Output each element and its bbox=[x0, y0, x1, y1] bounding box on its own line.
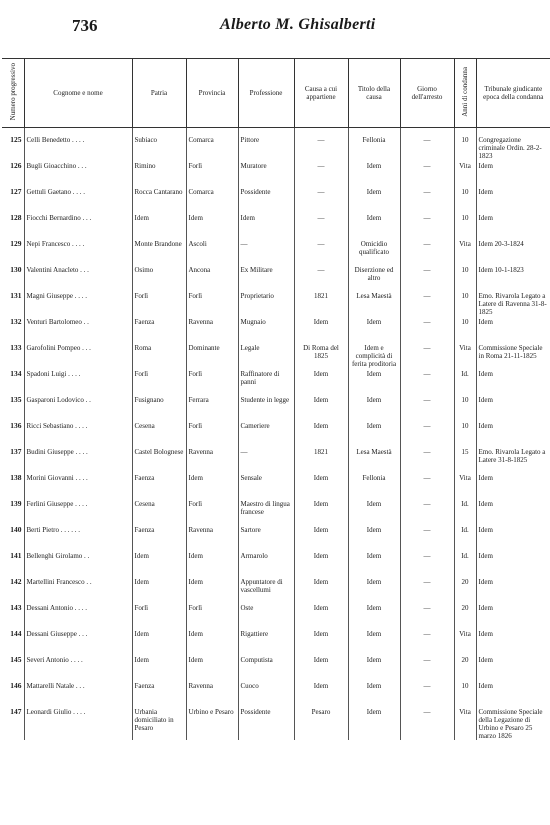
page-number: 736 bbox=[72, 16, 98, 35]
row-tribunale: Idem bbox=[476, 474, 550, 500]
row-professione: — bbox=[238, 240, 294, 266]
row-number: 143 bbox=[10, 604, 22, 612]
row-causa: Idem bbox=[294, 630, 348, 656]
table-row bbox=[2, 630, 550, 656]
row-titolo: Idem bbox=[348, 578, 400, 604]
row-provincia: Ferrara bbox=[186, 396, 238, 422]
row-tribunale: Idem bbox=[476, 396, 550, 422]
table-row bbox=[2, 318, 550, 344]
row-causa: Di Roma del 1825 bbox=[294, 344, 348, 370]
row-professione: Proprietario bbox=[238, 292, 294, 318]
row-tribunale: Idem bbox=[476, 526, 550, 552]
row-provincia: Urbino e Pesaro bbox=[186, 708, 238, 740]
row-professione: Rigattiere bbox=[238, 630, 294, 656]
row-name: Budini Giuseppe . . . . bbox=[24, 448, 132, 474]
row-tribunale: Idem bbox=[476, 214, 550, 240]
row-professione: Sensale bbox=[238, 474, 294, 500]
header-titolo: Titolo della causa bbox=[348, 59, 400, 128]
row-tribunale: Idem bbox=[476, 682, 550, 708]
row-number: 147 bbox=[10, 708, 22, 716]
row-tribunale: Idem bbox=[476, 162, 550, 188]
row-anni: 20 bbox=[454, 578, 476, 604]
row-giorno: — bbox=[400, 240, 454, 266]
row-patria: Fusignano bbox=[132, 396, 186, 422]
row-tribunale: Idem bbox=[476, 188, 550, 214]
row-tribunale: Emo. Rivarola Legato a Latere 31-8-1825 bbox=[476, 448, 550, 474]
row-patria: Faenza bbox=[132, 526, 186, 552]
row-patria: Forlì bbox=[132, 604, 186, 630]
header-tribunale: Tribunale giudicante epoca della condanna bbox=[476, 59, 550, 128]
header-number: Numero progressivo bbox=[2, 59, 24, 128]
row-anni: 20 bbox=[454, 604, 476, 630]
row-provincia: Comarca bbox=[186, 188, 238, 214]
table-row bbox=[2, 266, 550, 292]
row-patria: Castel Bolognese bbox=[132, 448, 186, 474]
row-tribunale: Idem 20-3-1824 bbox=[476, 240, 550, 266]
table-row bbox=[2, 344, 550, 370]
table-row bbox=[2, 474, 550, 500]
row-professione: Sartore bbox=[238, 526, 294, 552]
table-row bbox=[2, 396, 550, 422]
row-giorno: — bbox=[400, 214, 454, 240]
row-number: 146 bbox=[10, 682, 22, 690]
row-patria: Idem bbox=[132, 656, 186, 682]
row-giorno: — bbox=[400, 422, 454, 448]
row-anni: 10 bbox=[454, 214, 476, 240]
row-provincia: Idem bbox=[186, 578, 238, 604]
row-provincia: Forlì bbox=[186, 162, 238, 188]
row-anni: Vita bbox=[454, 474, 476, 500]
row-titolo: Idem bbox=[348, 214, 400, 240]
row-causa: Idem bbox=[294, 656, 348, 682]
table-row bbox=[2, 136, 550, 162]
row-tribunale: Idem bbox=[476, 552, 550, 578]
row-patria: Faenza bbox=[132, 682, 186, 708]
row-professione: Legale bbox=[238, 344, 294, 370]
row-name: Morini Giovanni . . . . bbox=[24, 474, 132, 500]
row-name: Severi Antonio . . . . bbox=[24, 656, 132, 682]
row-name: Celli Benedetto . . . . bbox=[24, 136, 132, 162]
row-titolo: Fellonia bbox=[348, 474, 400, 500]
row-tribunale: Commissione Speciale in Roma 21-11-1825 bbox=[476, 344, 550, 370]
row-tribunale: Commissione Speciale della Legazione di Urbino e Pesaro 25 marzo 1826 bbox=[476, 708, 550, 740]
row-patria: Monte Brandone bbox=[132, 240, 186, 266]
row-provincia: Forlì bbox=[186, 370, 238, 396]
row-number: 128 bbox=[10, 214, 22, 222]
row-anni: 10 bbox=[454, 188, 476, 214]
row-causa: Idem bbox=[294, 422, 348, 448]
row-titolo: Idem bbox=[348, 396, 400, 422]
row-number: 141 bbox=[10, 552, 22, 560]
row-number: 126 bbox=[10, 162, 22, 170]
row-number: 139 bbox=[10, 500, 22, 508]
row-anni: Vita bbox=[454, 708, 476, 740]
row-patria: Idem bbox=[132, 552, 186, 578]
table-body bbox=[2, 128, 550, 741]
row-anni: 10 bbox=[454, 422, 476, 448]
row-titolo: Idem bbox=[348, 526, 400, 552]
row-provincia: Dominante bbox=[186, 344, 238, 370]
row-giorno: — bbox=[400, 370, 454, 396]
row-causa: 1821 bbox=[294, 448, 348, 474]
row-anni: 10 bbox=[454, 292, 476, 318]
row-professione: Ex Militare bbox=[238, 266, 294, 292]
row-provincia: Idem bbox=[186, 656, 238, 682]
table-row bbox=[2, 292, 550, 318]
row-name: Valentini Anacleto . . . bbox=[24, 266, 132, 292]
row-patria: Rocca Cantarano bbox=[132, 188, 186, 214]
row-giorno: — bbox=[400, 448, 454, 474]
row-anni: 10 bbox=[454, 396, 476, 422]
running-head bbox=[0, 16, 550, 38]
row-titolo: Idem bbox=[348, 552, 400, 578]
table-row bbox=[2, 422, 550, 448]
row-giorno: — bbox=[400, 318, 454, 344]
table-spacer bbox=[2, 128, 550, 137]
row-giorno: — bbox=[400, 630, 454, 656]
row-anni: Id. bbox=[454, 500, 476, 526]
row-name: Spadoni Luigi . . . . bbox=[24, 370, 132, 396]
row-giorno: — bbox=[400, 136, 454, 162]
table-row bbox=[2, 370, 550, 396]
row-number: 138 bbox=[10, 474, 22, 482]
row-causa: — bbox=[294, 266, 348, 292]
row-number: 127 bbox=[10, 188, 22, 196]
row-provincia: Ravenna bbox=[186, 448, 238, 474]
table-row bbox=[2, 656, 550, 682]
row-tribunale: Congregazione criminale Ordin. 28-2-1823 bbox=[476, 136, 550, 162]
row-giorno: — bbox=[400, 500, 454, 526]
row-giorno: — bbox=[400, 266, 454, 292]
row-number: 145 bbox=[10, 656, 22, 664]
row-name: Venturi Bartolomeo . . bbox=[24, 318, 132, 344]
row-causa: Idem bbox=[294, 682, 348, 708]
row-anni: 10 bbox=[454, 318, 476, 344]
row-anni: Id. bbox=[454, 552, 476, 578]
row-number: 125 bbox=[10, 136, 22, 144]
row-number: 140 bbox=[10, 526, 22, 534]
row-causa: Idem bbox=[294, 578, 348, 604]
row-name: Ferlini Giuseppe . . . . bbox=[24, 500, 132, 526]
row-professione: Possidente bbox=[238, 708, 294, 740]
row-professione: Oste bbox=[238, 604, 294, 630]
header-anni: Anni di condanna bbox=[454, 59, 476, 128]
row-name: Magni Giuseppe . . . . bbox=[24, 292, 132, 318]
row-name: Fiocchi Bernardino . . . bbox=[24, 214, 132, 240]
row-name: Dessani Giuseppe . . . bbox=[24, 630, 132, 656]
row-giorno: — bbox=[400, 682, 454, 708]
header-patria: Patria bbox=[132, 59, 186, 128]
header-causa: Causa a cui appartiene bbox=[294, 59, 348, 128]
row-anni: Vita bbox=[454, 630, 476, 656]
row-tribunale: Idem bbox=[476, 370, 550, 396]
row-causa: Idem bbox=[294, 604, 348, 630]
row-name: Dessani Antonio . . . . bbox=[24, 604, 132, 630]
row-anni: 15 bbox=[454, 448, 476, 474]
row-professione: Cameriere bbox=[238, 422, 294, 448]
table-row bbox=[2, 526, 550, 552]
row-provincia: Idem bbox=[186, 214, 238, 240]
row-giorno: — bbox=[400, 708, 454, 740]
row-name: Gasparoni Lodovico . . bbox=[24, 396, 132, 422]
row-anni: Id. bbox=[454, 526, 476, 552]
row-causa: Idem bbox=[294, 318, 348, 344]
row-giorno: — bbox=[400, 292, 454, 318]
header-giorno: Giorno dell'arresto bbox=[400, 59, 454, 128]
header-professione: Professione bbox=[238, 59, 294, 128]
table-row bbox=[2, 240, 550, 266]
row-causa: Idem bbox=[294, 396, 348, 422]
table-row bbox=[2, 682, 550, 708]
table-row bbox=[2, 604, 550, 630]
row-tribunale: Idem bbox=[476, 630, 550, 656]
row-titolo: Lesa Maestà bbox=[348, 292, 400, 318]
row-titolo: Omicidio qualificato bbox=[348, 240, 400, 266]
table-row bbox=[2, 214, 550, 240]
row-giorno: — bbox=[400, 474, 454, 500]
row-professione: Idem bbox=[238, 214, 294, 240]
row-titolo: Diserzione ed altro bbox=[348, 266, 400, 292]
row-anni: 10 bbox=[454, 266, 476, 292]
row-causa: Idem bbox=[294, 552, 348, 578]
row-name: Berti Pietro . . . . . . bbox=[24, 526, 132, 552]
row-patria: Cesena bbox=[132, 422, 186, 448]
row-provincia: Forlì bbox=[186, 500, 238, 526]
table-row bbox=[2, 448, 550, 474]
row-titolo: Idem bbox=[348, 708, 400, 740]
row-professione: Computista bbox=[238, 656, 294, 682]
row-anni: Vita bbox=[454, 344, 476, 370]
row-anni: 20 bbox=[454, 656, 476, 682]
row-patria: Forlì bbox=[132, 370, 186, 396]
row-number: 130 bbox=[10, 266, 22, 274]
row-causa: — bbox=[294, 188, 348, 214]
row-number: 144 bbox=[10, 630, 22, 638]
row-patria: Roma bbox=[132, 344, 186, 370]
row-patria: Forlì bbox=[132, 292, 186, 318]
row-name: Bellenghi Girolamo . . bbox=[24, 552, 132, 578]
row-anni: 10 bbox=[454, 682, 476, 708]
row-provincia: Ravenna bbox=[186, 526, 238, 552]
row-giorno: — bbox=[400, 604, 454, 630]
row-titolo: Idem bbox=[348, 500, 400, 526]
row-causa: Idem bbox=[294, 370, 348, 396]
row-causa: — bbox=[294, 162, 348, 188]
row-provincia: Ancona bbox=[186, 266, 238, 292]
row-patria: Faenza bbox=[132, 474, 186, 500]
header-name: Cognome e nome bbox=[24, 59, 132, 128]
row-patria: Subiaco bbox=[132, 136, 186, 162]
row-professione: Appuntatore di vascellumi bbox=[238, 578, 294, 604]
row-giorno: — bbox=[400, 162, 454, 188]
table-row bbox=[2, 578, 550, 604]
row-patria: Rimino bbox=[132, 162, 186, 188]
row-name: Gettuli Gaetano . . . . bbox=[24, 188, 132, 214]
row-titolo: Idem bbox=[348, 682, 400, 708]
table-row bbox=[2, 708, 550, 740]
row-provincia: Comarca bbox=[186, 136, 238, 162]
row-number: 135 bbox=[10, 396, 22, 404]
row-tribunale: Idem bbox=[476, 422, 550, 448]
row-provincia: Idem bbox=[186, 630, 238, 656]
row-professione: Armarolo bbox=[238, 552, 294, 578]
row-provincia: Ravenna bbox=[186, 318, 238, 344]
row-titolo: Fellonia bbox=[348, 136, 400, 162]
row-professione: Pittore bbox=[238, 136, 294, 162]
row-professione: Mugnaio bbox=[238, 318, 294, 344]
row-number: 137 bbox=[10, 448, 22, 456]
row-titolo: Idem bbox=[348, 188, 400, 214]
row-titolo: Idem bbox=[348, 656, 400, 682]
row-titolo: Idem e complicità di ferita proditoria bbox=[348, 344, 400, 370]
row-professione: Possidente bbox=[238, 188, 294, 214]
row-giorno: — bbox=[400, 396, 454, 422]
row-patria: Idem bbox=[132, 630, 186, 656]
row-name: Mattarelli Natale . . . bbox=[24, 682, 132, 708]
row-tribunale: Idem bbox=[476, 500, 550, 526]
row-titolo: Idem bbox=[348, 162, 400, 188]
row-provincia: Forlì bbox=[186, 604, 238, 630]
row-professione: Maestro di lingua francese bbox=[238, 500, 294, 526]
row-anni: Vita bbox=[454, 162, 476, 188]
row-professione: Muratore bbox=[238, 162, 294, 188]
row-causa: Idem bbox=[294, 526, 348, 552]
row-provincia: Idem bbox=[186, 474, 238, 500]
row-number: 136 bbox=[10, 422, 22, 430]
row-patria: Cesena bbox=[132, 500, 186, 526]
row-causa: — bbox=[294, 240, 348, 266]
row-tribunale: Idem bbox=[476, 656, 550, 682]
row-giorno: — bbox=[400, 552, 454, 578]
row-tribunale: Idem 10-1-1823 bbox=[476, 266, 550, 292]
row-professione: Cuoco bbox=[238, 682, 294, 708]
row-causa: Idem bbox=[294, 500, 348, 526]
row-titolo: Idem bbox=[348, 422, 400, 448]
row-tribunale: Emo. Rivarola Legato a Latere di Ravenna 31-8-1825 bbox=[476, 292, 550, 318]
row-provincia: Idem bbox=[186, 552, 238, 578]
row-number: 129 bbox=[10, 240, 22, 248]
row-titolo: Idem bbox=[348, 370, 400, 396]
row-patria: Urbania domiciliato in Pesaro bbox=[132, 708, 186, 740]
row-name: Bugli Gioacchino . . . bbox=[24, 162, 132, 188]
prisoner-register-table bbox=[2, 58, 550, 740]
row-anni: Id. bbox=[454, 370, 476, 396]
row-causa: 1821 bbox=[294, 292, 348, 318]
row-name: Leonardi Giulio . . . . bbox=[24, 708, 132, 740]
row-patria: Faenza bbox=[132, 318, 186, 344]
row-number: 142 bbox=[10, 578, 22, 586]
row-number: 131 bbox=[10, 292, 22, 300]
row-patria: Idem bbox=[132, 214, 186, 240]
row-titolo: Idem bbox=[348, 604, 400, 630]
row-giorno: — bbox=[400, 526, 454, 552]
row-patria: Idem bbox=[132, 578, 186, 604]
row-tribunale: Idem bbox=[476, 318, 550, 344]
table-row bbox=[2, 552, 550, 578]
row-giorno: — bbox=[400, 344, 454, 370]
row-causa: Idem bbox=[294, 474, 348, 500]
table-row bbox=[2, 188, 550, 214]
row-provincia: Forlì bbox=[186, 422, 238, 448]
row-provincia: Ascoli bbox=[186, 240, 238, 266]
row-name: Garofolini Pompeo . . . bbox=[24, 344, 132, 370]
row-titolo: Idem bbox=[348, 630, 400, 656]
row-name: Martellini Francesco . . bbox=[24, 578, 132, 604]
row-titolo: Idem bbox=[348, 318, 400, 344]
running-title: Alberto M. Ghisalberti bbox=[220, 16, 376, 33]
row-number: 134 bbox=[10, 370, 22, 378]
row-tribunale: Idem bbox=[476, 604, 550, 630]
row-patria: Osimo bbox=[132, 266, 186, 292]
row-causa: — bbox=[294, 214, 348, 240]
row-giorno: — bbox=[400, 656, 454, 682]
row-causa: — bbox=[294, 136, 348, 162]
table-row bbox=[2, 162, 550, 188]
table-row bbox=[2, 500, 550, 526]
row-name: Nepi Francesco . . . . bbox=[24, 240, 132, 266]
row-professione: Raffinatore di panni bbox=[238, 370, 294, 396]
header-provincia: Provincia bbox=[186, 59, 238, 128]
row-giorno: — bbox=[400, 188, 454, 214]
row-number: 133 bbox=[10, 344, 22, 352]
row-tribunale: Idem bbox=[476, 578, 550, 604]
row-anni: Vita bbox=[454, 240, 476, 266]
row-name: Ricci Sebastiano . . . . bbox=[24, 422, 132, 448]
row-professione: Studente in legge bbox=[238, 396, 294, 422]
row-titolo: Lesa Maestà bbox=[348, 448, 400, 474]
row-provincia: Forlì bbox=[186, 292, 238, 318]
row-professione: — bbox=[238, 448, 294, 474]
row-number: 132 bbox=[10, 318, 22, 326]
table-header-row bbox=[2, 59, 550, 128]
row-causa: Pesaro bbox=[294, 708, 348, 740]
row-provincia: Ravenna bbox=[186, 682, 238, 708]
row-anni: 10 bbox=[454, 136, 476, 162]
row-giorno: — bbox=[400, 578, 454, 604]
